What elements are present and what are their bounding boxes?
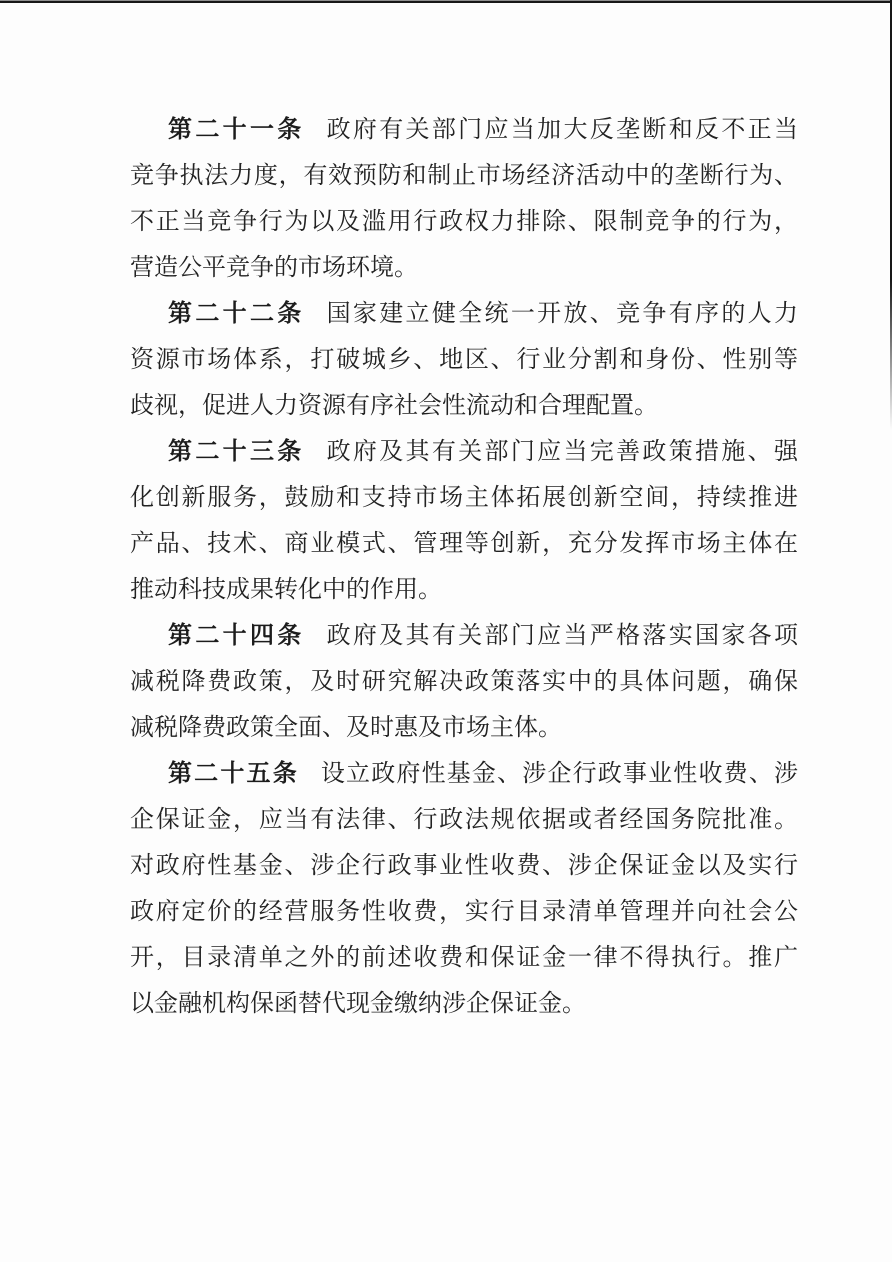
article-line	[130, 751, 798, 797]
article-paragraph	[130, 291, 798, 429]
article-first-line-text: 政府及其有关部门应当完善政策措施、强	[326, 439, 799, 465]
article-line: 对政府性基金、涉企行政事业性收费、涉企保证金以及实行	[130, 853, 798, 879]
article-number: 第二十二条	[168, 300, 305, 327]
article-line: 企保证金，应当有法律、行政法规依据或者经国务院批准。	[130, 807, 798, 833]
article-number: 第二十一条	[168, 116, 305, 143]
article-number: 第二十三条	[168, 438, 305, 465]
article-paragraph	[130, 429, 798, 613]
article-line: 竞争执法力度，有效预防和制止市场经济活动中的垄断行为、	[130, 163, 798, 189]
article-line: 产品、技术、商业模式、管理等创新，充分发挥市场主体在	[130, 531, 798, 557]
article-line	[130, 107, 798, 153]
article-line	[130, 291, 798, 337]
article-first-line-text: 国家建立健全统一开放、竞争有序的人力	[326, 301, 799, 327]
article-line: 推动科技成果转化中的作用。	[130, 577, 442, 603]
article-first-line-text: 政府有关部门应当加大反垄断和反不正当	[326, 117, 799, 143]
article-line: 歧视，促进人力资源有序社会性流动和合理配置。	[130, 393, 658, 419]
article-line: 开，目录清单之外的前述收费和保证金一律不得执行。推广	[130, 945, 798, 971]
article-first-line-text: 设立政府性基金、涉企行政事业性收费、涉	[320, 761, 799, 787]
article-paragraph	[130, 613, 798, 751]
article-line: 营造公平竞争的市场环境。	[130, 255, 418, 281]
article-line: 不正当竞争行为以及滥用行政权力排除、限制竞争的行为，	[130, 209, 798, 235]
article-line: 政府定价的经营服务性收费，实行目录清单管理并向社会公	[130, 899, 798, 925]
article-first-line-text: 政府及其有关部门应当严格落实国家各项	[326, 623, 799, 649]
article-line: 化创新服务，鼓励和支持市场主体拓展创新空间，持续推进	[130, 485, 798, 511]
article-line	[130, 429, 798, 475]
article-line: 减税降费政策，及时研究解决政策落实中的具体问题，确保	[130, 669, 798, 695]
article-number: 第二十五条	[168, 760, 299, 787]
article-line: 减税降费政策全面、及时惠及市场主体。	[130, 715, 562, 741]
scan-top-edge	[0, 0, 892, 3]
article-line: 以金融机构保函替代现金缴纳涉企保证金。	[130, 991, 586, 1017]
article-line	[130, 613, 798, 659]
article-paragraph	[130, 107, 798, 291]
article-line: 资源市场体系，打破城乡、地区、行业分割和身份、性别等	[130, 347, 798, 373]
document-content	[130, 107, 798, 1027]
article-number: 第二十四条	[168, 622, 305, 649]
article-paragraph	[130, 751, 798, 1027]
